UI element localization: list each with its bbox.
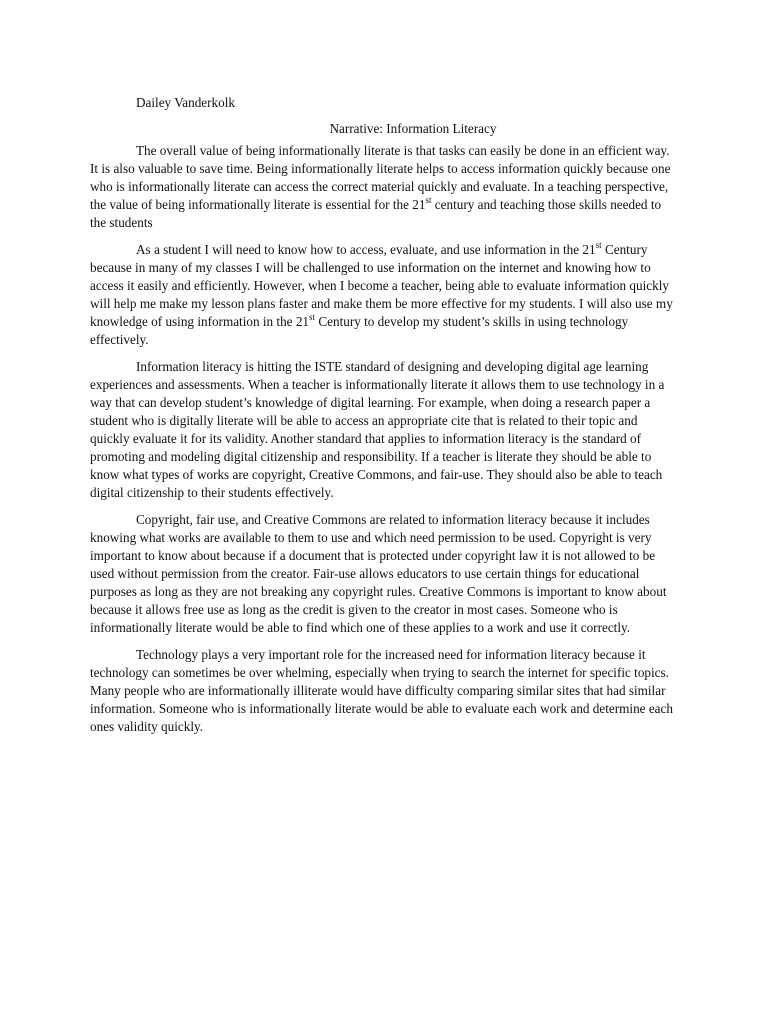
- paragraph-2-text-b: Century because in many of my classes I will be challenged to use information on the internet and knowing how to access it easily and efficiently. However, when I become a teacher, being able to evaluate information quickly will help me make my lesson plans faster and make them be more effective for my students. I will also use my knowledge of using information in the 21: [90, 242, 673, 329]
- ordinal-superscript: st: [595, 239, 602, 250]
- paragraph-3: Information literacy is hitting the ISTE standard of designing and developing digital age learning experiences and assessments. When a teacher is informationally literate it allows them to use technology in a way that can develop student’s knowledge of digital learning. For example, when doing a research paper a student who is digitally literate will be able to access an appropriate cite that is related to their topic and quickly evaluate it for its validity. Another standard that applies to information literacy is the standard of promoting and modeling digital citizenship and responsibility. If a teacher is literate they should be able to know what types of works are copyright, Creative Commons, and fair-use. They should also be able to teach digital citizenship to their students effectively.: [90, 359, 665, 500]
- paragraph-2: [90, 241, 678, 349]
- author-name: Dailey Vanderkolk: [136, 95, 236, 110]
- paragraph-1-text-a: The overall value of being informationally literate is that tasks can easily be done in an efficient way. It is also valuable to save time. Being informationally literate helps to access information quickly because one who is informationally literate can access the correct material quickly and evaluate. In a teaching perspective, the value of being informationally literate is essential for the 21: [90, 143, 671, 212]
- ordinal-superscript: st: [425, 194, 432, 205]
- paragraph-2-text-c: Century to develop my student’s skills in using technology effectively.: [90, 314, 629, 347]
- paragraph-4: Copyright, fair use, and Creative Commons are related to information literacy because it includes knowing what works are available to them to use and which need permission to be used. Copyright is very important to know about because if a document that is protected under copyright law it is not allowed to be used without permission from the creator. Fair-use allows educators to use certain things for educational purposes as long as they are not breaking any copyright rules. Creative Commons is important to know about because it allows free use as long as the credit is given to the creator in most cases. Someone who is informationally literate would be able to find which one of these applies to a work and use it correctly.: [90, 512, 667, 635]
- paragraph-5: Technology plays a very important role for the increased need for information literacy because it technology can sometimes be over whelming, especially when trying to search the internet for specific topics. Many people who are informationally illiterate would have difficulty comparing similar sites that had similar information. Someone who is informationally literate would be able to evaluate each work and determine each ones validity quickly.: [90, 647, 673, 734]
- document-title: Narrative: Information Literacy: [329, 121, 497, 136]
- ordinal-superscript: st: [309, 311, 316, 322]
- paragraph-1: [90, 142, 678, 232]
- paragraph-2-text-a: As a student I will need to know how to access, evaluate, and use information in the 21: [136, 242, 596, 257]
- paragraph-1-text-b: century and teaching those skills needed to the students: [90, 197, 662, 230]
